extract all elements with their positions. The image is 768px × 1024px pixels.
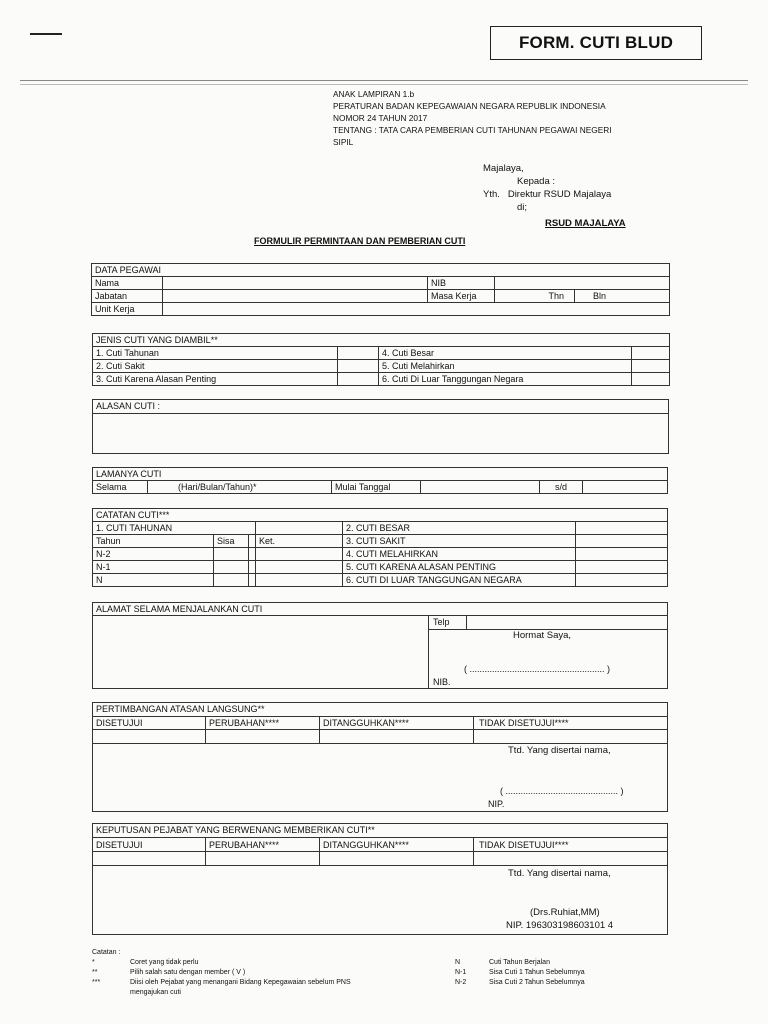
lampiran-line: TENTANG : TATA CARA PEMBERIAN CUTI TAHUNAN PEGAWAI NEGERI bbox=[333, 125, 612, 135]
cuti-checkbox[interactable] bbox=[338, 347, 379, 360]
spacer bbox=[249, 574, 256, 587]
cuti-checkbox[interactable] bbox=[632, 347, 670, 360]
spacer bbox=[249, 561, 256, 574]
section-title: JENIS CUTI YANG DIAMBIL** bbox=[93, 334, 670, 347]
note-symbol: *** bbox=[92, 979, 101, 986]
divider bbox=[205, 716, 206, 743]
nib-field[interactable] bbox=[495, 277, 670, 290]
start-date-field[interactable] bbox=[421, 481, 540, 494]
notes-right bbox=[455, 958, 585, 988]
catatan-item: 3. CUTI SAKIT bbox=[343, 535, 576, 548]
jenis-cuti-table bbox=[92, 333, 670, 386]
year-row-label: N bbox=[93, 574, 214, 587]
ket-cell[interactable] bbox=[256, 561, 343, 574]
divider bbox=[466, 615, 467, 629]
note-text: Sisa Cuti 1 Tahun Sebelumnya bbox=[489, 969, 585, 976]
spacer bbox=[249, 548, 256, 561]
cuti-option: 6. Cuti Di Luar Tanggungan Negara bbox=[379, 373, 632, 386]
spacer bbox=[249, 535, 256, 548]
nama-field[interactable] bbox=[163, 277, 428, 290]
year-row-label: N-1 bbox=[93, 561, 214, 574]
section-title: ALAMAT SELAMA MENJALANKAN CUTI bbox=[96, 604, 263, 614]
sisa-cell[interactable] bbox=[214, 561, 249, 574]
official-name: (Drs.Ruhiat,MM) bbox=[530, 907, 600, 918]
nib-label: NIB bbox=[428, 277, 495, 290]
alasan-cuti-box[interactable] bbox=[92, 399, 669, 454]
nip-label: NIP. bbox=[488, 799, 505, 809]
note-text: Pilih salah satu dengan member ( V ) bbox=[130, 969, 246, 976]
lampiran-line: PERATURAN BADAN KEPEGAWAIAN NEGARA REPUBLIK INDONESIA bbox=[333, 101, 606, 111]
yth-label: Yth. bbox=[483, 189, 500, 200]
ket-cell[interactable] bbox=[256, 574, 343, 587]
selama-label: Selama bbox=[93, 481, 148, 494]
cuti-option: 5. Cuti Melahirkan bbox=[379, 360, 632, 373]
masa-kerja-label: Masa Kerja bbox=[428, 290, 495, 303]
cuti-checkbox[interactable] bbox=[338, 360, 379, 373]
catatan-cuti-table bbox=[92, 508, 668, 587]
divider bbox=[473, 837, 474, 865]
addressee-block bbox=[483, 162, 626, 230]
cuti-checkbox[interactable] bbox=[632, 360, 670, 373]
sisa-cell[interactable] bbox=[214, 574, 249, 587]
disetujui-option[interactable]: DISETUJUI bbox=[96, 840, 143, 850]
yth-line bbox=[483, 188, 626, 201]
note-text: Diisi oleh Pejabat yang menangani Bidang Kepegawaian sebelum PNS bbox=[130, 979, 351, 986]
divider bbox=[92, 615, 668, 616]
document-title: FORMULIR PERMINTAAN DAN PEMBERIAN CUTI bbox=[254, 236, 466, 246]
section-title: LAMANYA CUTI bbox=[93, 468, 668, 481]
tidak-disetujui-option[interactable]: TIDAK DISETUJUI**** bbox=[479, 718, 569, 728]
jabatan-label: Jabatan bbox=[92, 290, 163, 303]
notes-title: Catatan : bbox=[92, 949, 121, 956]
note-symbol: N-1 bbox=[455, 969, 467, 976]
section-title: KEPUTUSAN PEJABAT YANG BERWENANG MEMBERIKAN CUTI** bbox=[96, 825, 375, 835]
destination: RSUD MAJALAYA bbox=[545, 218, 626, 229]
regulation-reference bbox=[333, 88, 663, 148]
kepada-label: Kepada : bbox=[517, 176, 556, 187]
end-date-field[interactable] bbox=[583, 481, 668, 494]
nib-label: NIB. bbox=[433, 677, 451, 687]
ditangguhkan-option[interactable]: DITANGGUHKAN**** bbox=[323, 718, 409, 728]
catatan-value[interactable] bbox=[576, 522, 668, 535]
cuti-tahunan-label: 1. CUTI TAHUNAN bbox=[93, 522, 256, 535]
hormat-label: Hormat Saya, bbox=[513, 630, 572, 641]
lampiran-line: ANAK LAMPIRAN 1.b bbox=[333, 89, 415, 99]
sd-label: s/d bbox=[540, 481, 583, 494]
section-title: DATA PEGAWAI bbox=[92, 264, 670, 277]
cuti-checkbox[interactable] bbox=[632, 373, 670, 386]
divider bbox=[428, 615, 429, 689]
recipient: Direktur RSUD Majalaya bbox=[507, 189, 612, 200]
data-pegawai-table bbox=[91, 263, 670, 316]
signature-line[interactable]: ( ...................................................... ) bbox=[464, 664, 611, 674]
year-row-label: N-2 bbox=[93, 548, 214, 561]
note-symbol: N-2 bbox=[455, 979, 467, 986]
blank-cell bbox=[256, 522, 343, 535]
catatan-value[interactable] bbox=[576, 574, 668, 587]
catatan-item: 2. CUTI BESAR bbox=[343, 522, 576, 535]
perubahan-option[interactable]: PERUBAHAN**** bbox=[209, 718, 280, 728]
cuti-option: 4. Cuti Besar bbox=[379, 347, 632, 360]
divider bbox=[92, 729, 668, 730]
note-symbol: * bbox=[92, 959, 95, 966]
catatan-item: 4. CUTI MELAHIRKAN bbox=[343, 548, 576, 561]
note-symbol: N bbox=[455, 959, 461, 966]
divider bbox=[92, 865, 668, 866]
header-divider-2 bbox=[20, 84, 748, 85]
lampiran-line: NOMOR 24 TAHUN 2017 bbox=[333, 113, 428, 123]
unit-kerja-field[interactable] bbox=[163, 303, 670, 316]
sisa-header: Sisa bbox=[214, 535, 249, 548]
section-title: PERTIMBANGAN ATASAN LANGSUNG** bbox=[96, 704, 265, 714]
form-code-box: FORM. CUTI BLUD bbox=[490, 26, 702, 60]
divider bbox=[92, 413, 669, 414]
header-divider bbox=[20, 80, 748, 81]
bln-label: Bln bbox=[575, 290, 670, 303]
thn-label: Thn bbox=[495, 290, 575, 303]
divider bbox=[319, 837, 320, 865]
lampiran-line: SIPIL bbox=[333, 137, 354, 147]
tahun-header: Tahun bbox=[93, 535, 214, 548]
nama-label: Nama bbox=[92, 277, 163, 290]
corner-mark bbox=[30, 33, 62, 35]
cuti-checkbox[interactable] bbox=[338, 373, 379, 386]
telp-label: Telp bbox=[433, 617, 450, 627]
divider bbox=[92, 716, 668, 717]
note-text: Sisa Cuti 2 Tahun Sebelumnya bbox=[489, 979, 585, 986]
note-text: Cuti Tahun Berjalan bbox=[489, 959, 550, 966]
official-nip: NIP. 196303198603101 4 bbox=[506, 920, 614, 931]
cuti-option: 3. Cuti Karena Alasan Penting bbox=[93, 373, 338, 386]
ket-cell[interactable] bbox=[256, 548, 343, 561]
perubahan-option[interactable]: PERUBAHAN**** bbox=[209, 840, 280, 850]
ditangguhkan-option[interactable]: DITANGGUHKAN**** bbox=[323, 840, 409, 850]
divider bbox=[473, 716, 474, 743]
signature-line[interactable]: ( ............................................. ) bbox=[500, 786, 624, 796]
ttd-label: Ttd. Yang disertai nama, bbox=[508, 868, 611, 879]
note-text: Coret yang tidak perlu bbox=[130, 959, 199, 966]
ttd-label: Ttd. Yang disertai nama, bbox=[508, 745, 611, 756]
divider bbox=[92, 851, 668, 852]
catatan-value[interactable] bbox=[576, 561, 668, 574]
catatan-value[interactable] bbox=[576, 548, 668, 561]
divider bbox=[92, 837, 668, 838]
tidak-disetujui-option[interactable]: TIDAK DISETUJUI**** bbox=[479, 840, 569, 850]
cuti-option: 1. Cuti Tahunan bbox=[93, 347, 338, 360]
lamanya-cuti-table bbox=[92, 467, 668, 494]
ket-header: Ket. bbox=[256, 535, 343, 548]
catatan-item: 5. CUTI KARENA ALASAN PENTING bbox=[343, 561, 576, 574]
di-label: di; bbox=[517, 202, 528, 213]
disetujui-option[interactable]: DISETUJUI bbox=[96, 718, 143, 728]
unit-kerja-label: Unit Kerja bbox=[92, 303, 163, 316]
sisa-cell[interactable] bbox=[214, 548, 249, 561]
section-title: CATATAN CUTI*** bbox=[93, 509, 668, 522]
catatan-item: 6. CUTI DI LUAR TANGGUNGAN NEGARA bbox=[343, 574, 576, 587]
note-symbol: ** bbox=[92, 969, 98, 976]
jabatan-field[interactable] bbox=[163, 290, 428, 303]
divider bbox=[92, 743, 668, 744]
mulai-label: Mulai Tanggal bbox=[332, 481, 421, 494]
catatan-value[interactable] bbox=[576, 535, 668, 548]
note-text: mengajukan cuti bbox=[130, 989, 181, 996]
divider bbox=[319, 716, 320, 743]
cuti-option: 2. Cuti Sakit bbox=[93, 360, 338, 373]
duration-unit[interactable]: (Hari/Bulan/Tahun)* bbox=[148, 481, 332, 494]
place-date: Majalaya, bbox=[483, 163, 524, 174]
notes-left bbox=[92, 958, 351, 998]
section-title: ALASAN CUTI : bbox=[96, 401, 161, 411]
divider bbox=[205, 837, 206, 865]
